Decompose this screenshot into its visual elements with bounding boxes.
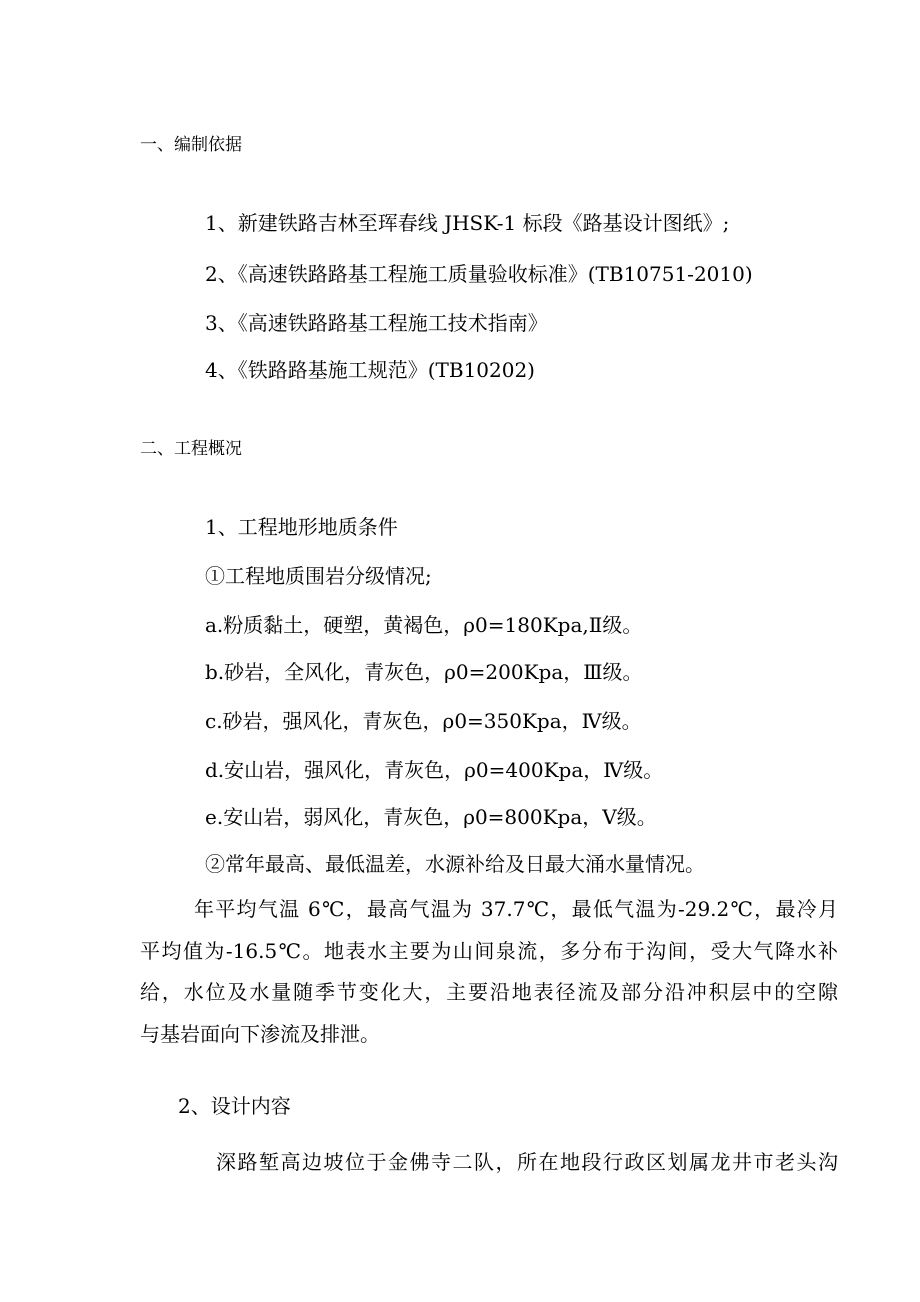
- subsection-title-design: 2、设计内容: [178, 1094, 291, 1118]
- climate-paragraph-line: 给，水位及水量随季节变化大，主要沿地表径流及部分沿冲积层中的空隙: [140, 980, 838, 1004]
- section-heading-overview: 二、工程概况: [140, 439, 242, 459]
- geology-item: d.安山岩，强风化，青灰色，ρ0=400Kpa，Ⅳ级。: [205, 758, 664, 782]
- reference-item: 3、《高速铁路路基工程施工技术指南》: [205, 311, 548, 335]
- geology-item: c.砂岩，强风化，青灰色，ρ0=350Kpa，Ⅳ级。: [205, 709, 642, 733]
- reference-item: 4、《铁路路基施工规范》(TB10202): [205, 358, 535, 382]
- geology-item: e.安山岩，弱风化，青灰色，ρ0=800Kpa，Ⅴ级。: [205, 805, 657, 829]
- climate-paragraph-line: 平均值为-16.5℃。地表水主要为山间泉流，多分布于沟间，受大气降水补: [140, 939, 838, 963]
- climate-paragraph-line: 年平均气温 6℃，最高气温为 37.7℃，最低气温为-29.2℃，最冷月: [194, 897, 838, 921]
- geology-grading-intro: ①工程地质围岩分级情况;: [205, 564, 432, 588]
- climate-paragraph-line: 与基岩面向下渗流及排泄。: [140, 1022, 380, 1046]
- section-heading-basis: 一、编制依据: [140, 135, 242, 155]
- geology-item: b.砂岩，全风化，青灰色，ρ0=200Kpa，Ⅲ级。: [205, 660, 643, 684]
- climate-intro: ②常年最高、最低温差，水源补给及日最大涌水量情况。: [205, 852, 705, 876]
- subsection-title-geology: 1、工程地形地质条件: [205, 515, 398, 539]
- reference-item: 2、《高速铁路路基工程施工质量验收标准》(TB10751-2010): [205, 262, 753, 286]
- design-paragraph-line: 深路堑高边坡位于金佛寺二队，所在地段行政区划属龙井市老头沟: [216, 1150, 838, 1174]
- reference-item: 1、新建铁路吉林至珲春线 JHSK-1 标段《路基设计图纸》;: [205, 211, 730, 235]
- geology-item: a.粉质黏土，硬塑，黄褐色，ρ0=180Kpa,Ⅱ级。: [205, 613, 643, 637]
